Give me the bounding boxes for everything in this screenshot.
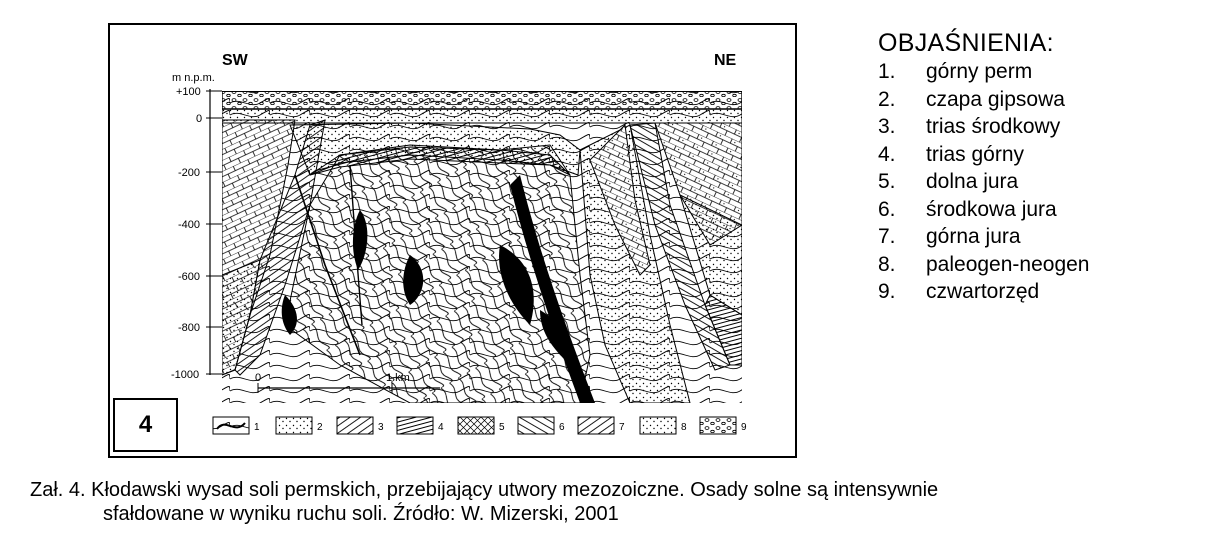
legend-item <box>878 141 1198 169</box>
scale-start-label: 0 <box>255 372 262 384</box>
elevation-label: 0 <box>196 113 203 125</box>
legend-item-label: trias środkowy <box>926 115 1061 138</box>
key-swatch-5 <box>458 417 494 434</box>
key-number: 8 <box>681 422 687 433</box>
caption-line: Zał. 4. Kłodawski wysad soli permskich, przebijający utwory mezozoiczne. Osady solne są intensywnie <box>30 479 939 501</box>
key-swatch-7 <box>578 417 614 434</box>
key-number: 6 <box>559 422 565 433</box>
legend-item <box>878 168 1198 196</box>
scale-end-label: 1 km <box>386 372 410 384</box>
legend-item <box>878 223 1198 251</box>
elevation-label: -800 <box>178 322 201 334</box>
legend-item-number: 9. <box>878 280 896 303</box>
figure-number-box <box>113 398 178 452</box>
direction-ne-label: NE <box>714 52 737 69</box>
legend-item-label: górna jura <box>926 225 1021 248</box>
legend-panel <box>878 28 1198 306</box>
legend-item-label: trias górny <box>926 142 1025 166</box>
legend-item-number: 8. <box>878 252 896 276</box>
legend-item-label: czwartorzęd <box>926 280 1040 303</box>
legend-item-number: 6. <box>878 197 896 221</box>
key-number: 4 <box>438 422 444 433</box>
key-number: 3 <box>378 422 384 433</box>
legend-item-number: 7. <box>878 225 896 248</box>
legend-item-number: 5. <box>878 170 896 193</box>
legend-item-label: dolna jura <box>926 170 1019 193</box>
legend-item <box>878 86 1198 114</box>
legend-item-number: 1. <box>878 60 896 83</box>
elevation-label: -200 <box>178 167 201 179</box>
elevation-label: +100 <box>176 86 201 98</box>
tertiary-layer <box>222 109 742 123</box>
key-number: 9 <box>741 422 747 433</box>
key-number: 7 <box>619 422 625 433</box>
axis-unit-label: m n.p.m. <box>172 72 215 84</box>
key-number: 2 <box>317 422 323 433</box>
pattern-key <box>213 417 747 434</box>
figure-number: 4 <box>138 411 153 438</box>
legend-item-label: paleogen-neogen <box>926 252 1090 276</box>
key-swatch-9 <box>700 417 736 434</box>
key-swatch-8 <box>640 417 676 434</box>
elevation-label: -600 <box>178 271 201 283</box>
caption-line: sfałdowane w wyniku ruchu soli. Źródło: W. Mizerski, 2001 <box>103 503 619 525</box>
legend-item-label: górny perm <box>926 60 1033 83</box>
cross-section-figure <box>108 23 797 458</box>
key-number: 5 <box>499 422 505 433</box>
key-swatch-4 <box>397 417 433 434</box>
geologic-section <box>222 91 742 403</box>
key-number: 1 <box>254 422 260 433</box>
quaternary-layer <box>222 91 742 109</box>
direction-sw-label: SW <box>222 52 248 69</box>
cross-section-drawing <box>110 25 795 456</box>
legend-item-label: czapa gipsowa <box>926 87 1065 111</box>
key-swatch-6 <box>518 417 554 434</box>
legend-item <box>878 196 1198 224</box>
elevation-axis <box>171 72 222 381</box>
legend-item-number: 3. <box>878 115 896 138</box>
legend-item-label: środkowa jura <box>926 197 1057 221</box>
legend-item <box>878 58 1198 86</box>
legend-item <box>878 251 1198 279</box>
key-swatch-3 <box>337 417 373 434</box>
legend-item <box>878 278 1198 306</box>
figure-caption <box>30 478 1210 526</box>
legend-item-number: 2. <box>878 87 896 111</box>
legend-item <box>878 113 1198 141</box>
legend-title: OBJAŚNIENIA: <box>878 29 1054 57</box>
elevation-label: -400 <box>178 219 201 231</box>
key-swatch-2 <box>276 417 312 434</box>
legend-item-number: 4. <box>878 142 896 166</box>
elevation-label: -1000 <box>171 369 200 381</box>
